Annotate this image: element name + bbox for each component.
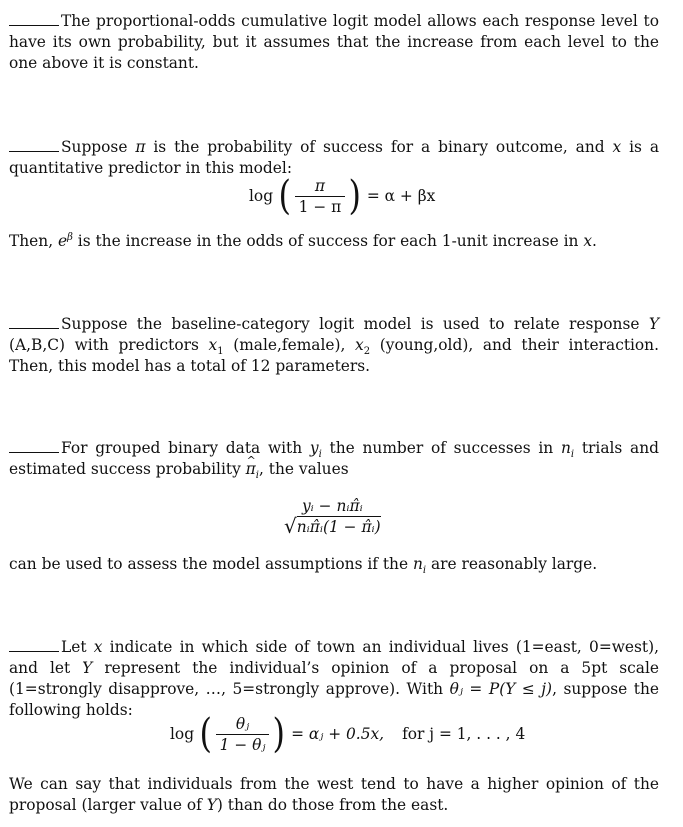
answer-blank-1[interactable] <box>9 12 59 26</box>
equation-logit-2: log ( $\frac{\pi}{1 - \pi}$ ) = α + βx <box>249 173 436 219</box>
question-2-conclusion: Then, $e^\beta$ is the increase in the odds of success for each 1-unit increase in x. <box>9 231 597 250</box>
question-4-intro: For grouped binary data with $y_i$ the number of successes in $n_i$ trials and estimated success probability ^ $\pi_i$, the values <box>9 438 659 480</box>
answer-blank-2[interactable] <box>9 138 59 152</box>
question-3: Suppose the baseline-category logit model is used to relate response Y (A,B,C) with predictors $x_1$ (male,female), $x_2$ (young,old), and their interaction. Then, this model has a total of 12 parameters. <box>9 315 659 375</box>
question-5-intro: Let x indicate in which side of town an individual lives (1=east, 0=west), and let Y represent the individual’s opinion of a proposal on a 5pt scale (1=strongly disapprove, …, 5=strongly approve). With θⱼ = P(Y ≤ j), suppose the following holds: <box>9 638 659 719</box>
equation-pearson-residual: yᵢ − nᵢπ̂ᵢ √ nᵢπ̂ᵢ(1 − π̂ᵢ) <box>284 497 381 538</box>
question-2-intro: Suppose π is the probability of success for a binary outcome, and x is a quantitative predictor in this model: <box>9 138 660 177</box>
question-1: The proportional-odds cumulative logit model allows each response level to have its own probability, but it assumes that the increase from each level to the one above it is constant. <box>9 12 659 72</box>
answer-blank-3[interactable] <box>9 315 59 329</box>
answer-blank-5[interactable] <box>9 638 59 652</box>
question-4-conclusion: can be used to assess the model assumptions if the $n_i$ are reasonably large. <box>9 555 598 577</box>
equation-cumulative-logit: log ( $\frac{\text{θⱼ}}{\text{1 − θⱼ}}$ ) = αⱼ + 0.5x, for j = 1, . . . , 4 <box>170 711 526 757</box>
question-5-conclusion: We can say that individuals from the west tend to have a higher opinion of the proposal (larger value of Y) than do those from the east. <box>9 775 659 814</box>
answer-blank-4[interactable] <box>9 439 59 453</box>
